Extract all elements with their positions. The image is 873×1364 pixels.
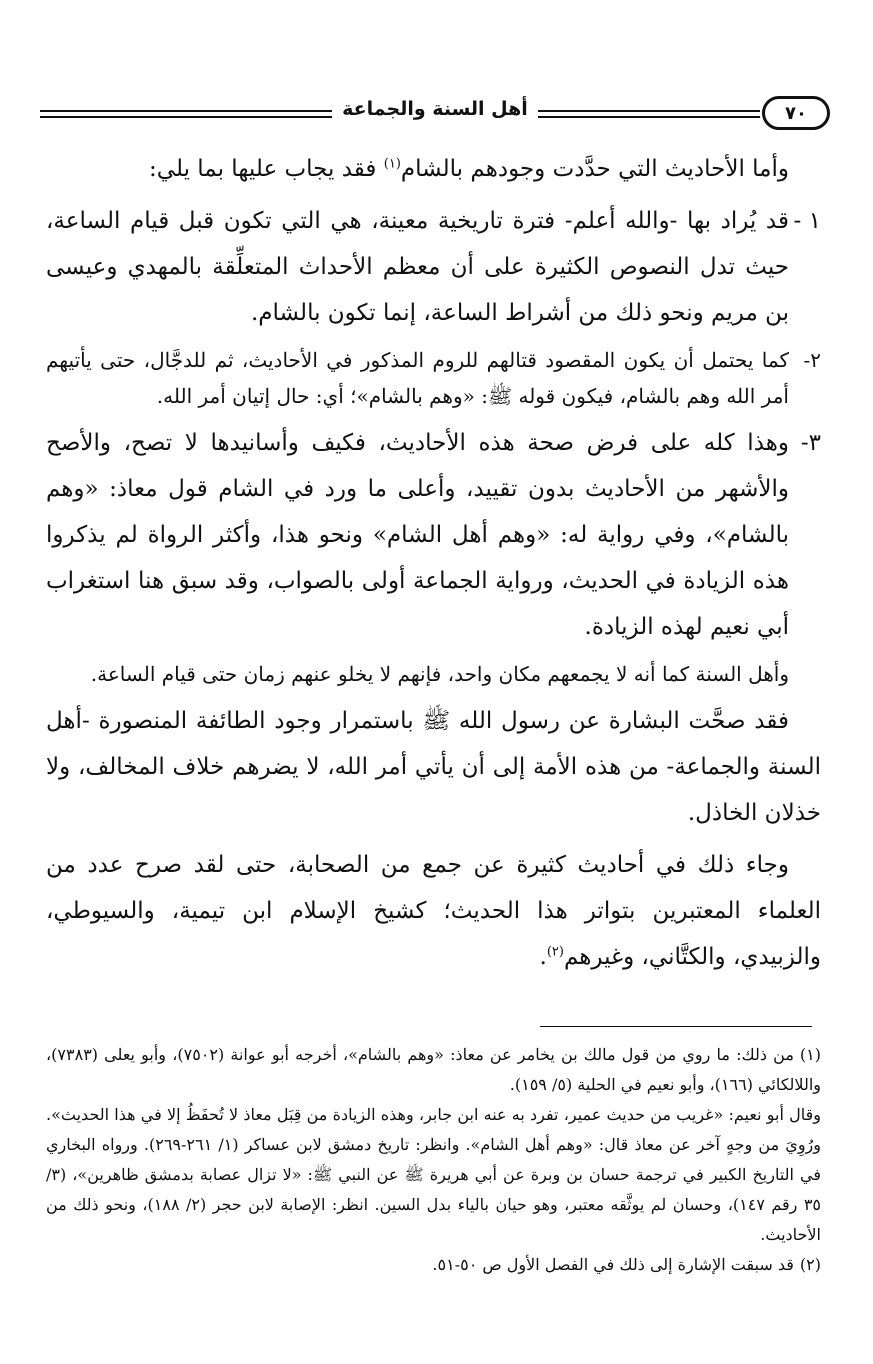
item-text: قد يُراد بها -والله أعلم- فترة تاريخية معينة، هي التي تكون قبل قيام الساعة، حيث تدل النصوص الكثيرة على أن معظم الأحداث المتعلِّقة بالمهدي وعيسى بن مريم ونحو ذلك من أشراط الساعة، إنما تكون بالشام.	[46, 208, 789, 326]
bishara-paragraph: فقد صحَّت البشارة عن رسول الله ﷺ باستمرار وجود الطائفة المنصورة -أهل السنة والجماعة- من هذه الأمة إلى أن يأتي أمر الله، لا يضرهم خلاف المخالف، ولا خذلان الخاذل.	[46, 708, 821, 826]
item-text: كما يحتمل أن يكون المقصود قتالهم للروم المذكور في الأحاديث، ثم للدجَّال، حتى يأتيهم أمر الله وهم بالشام، فيكون قوله ﷺ: «وهم بالشام»؛ أي: حال إتيان أمر الله.	[46, 348, 789, 408]
list-item	[46, 198, 821, 336]
footnote-text: قد سبقت الإشارة إلى ذلك في الفصل الأول ص ٥٠-٥١.	[432, 1255, 794, 1274]
sunna-paragraph: وأهل السنة كما أنه لا يجمعهم مكان واحد، فإنهم لا يخلو عنهم زمان حتى قيام الساعة.	[90, 662, 789, 686]
intro-paragraph	[46, 146, 821, 192]
footnote-ref-1: (١)	[383, 156, 401, 172]
footnote-separator	[540, 1026, 812, 1027]
item-number: ٢-	[803, 348, 821, 372]
book-title-text: أهل السنة والجماعة	[332, 98, 538, 120]
list-item	[46, 420, 821, 650]
list-item	[46, 342, 821, 414]
footnote-2	[46, 1250, 821, 1280]
footnote-ref-2: (٢)	[546, 944, 564, 960]
footnote-number: (٢)	[799, 1255, 821, 1274]
tawatur-text: وجاء ذلك في أحاديث كثيرة عن جمع من الصحابة، حتى لقد صرح عدد من العلماء المعتبرين بتواتر هذا الحديث؛ كشيخ الإسلام ابن تيمية، والسيوطي، والزبيدي، والكتَّاني، وغيرهم	[46, 852, 821, 970]
page-number: ٧٠	[762, 96, 830, 130]
item-number: ١ -	[793, 208, 821, 234]
item-number: ٣-	[800, 430, 821, 456]
footnote-text: من ذلك: ما روي من قول مالك بن يخامر عن معاذ: «وهم بالشام»، أخرجه أبو عوانة (٧٥٠٢)، وأبو يعلى (٧٣٨٣)، واللالكائي (١٦٦)، وأبو نعيم في الحلية (٥/ ١٥٩).	[46, 1045, 821, 1094]
tawatur-paragraph	[46, 842, 821, 980]
item-text: وهذا كله على فرض صحة هذه الأحاديث، فكيف وأسانيدها لا تصح، والأصح والأشهر من الأحاديث بدون تقييد، وأعلى ما ورد في الشام قول معاذ: «وهم بالشام»، وفي رواية له: «وهم أهل الشام» ونحو هذا، وأكثر الرواة لم يذكروا هذه الزيادة في الحديث، ورواية الجماعة أولى بالصواب، وقد سبق هنا استغراب أبي نعيم لهذه الزيادة.	[46, 430, 789, 640]
page-header	[40, 92, 830, 136]
footnotes	[46, 1040, 821, 1280]
book-title	[40, 98, 830, 120]
footnote-1	[46, 1040, 821, 1100]
tawatur-text-end: .	[539, 944, 547, 970]
intro-text-end: فقد يجاب عليها بما يلي:	[149, 156, 384, 182]
intro-text: وأما الأحاديث التي حدَّدت وجودهم بالشام	[400, 156, 789, 182]
main-text	[46, 146, 821, 986]
footnote-1-continued: وقال أبو نعيم: «غريب من حديث عمير، تفرد به عنه ابن جابر، وهذه الزيادة من قِبَل معاذ لا تُحفَظُ إلا في هذا الحديث». ورُوِيَ من وجهٍ آخر عن معاذ قال: «وهم أهل الشام». وانظر: تاريخ دمشق لابن عساكر (١/ ٢٦١-٢٦٩). ورواه البخاري في التاريخ الكبير في ترجمة حسان بن وبرة عن أبي هريرة ﷺ عن النبي ﷺ: «لا تزال عصابة بدمشق ظاهرين»، (٣/ ٣٥ رقم ١٤٧)، وحسان لم يوثَّقه معتبر، وهو حيان بالياء بدل السين. انظر: الإصابة لابن حجر (٢/ ١٨٨)، ونحو ذلك من الأحاديث.	[46, 1105, 822, 1244]
footnote-number: (١)	[799, 1045, 821, 1064]
